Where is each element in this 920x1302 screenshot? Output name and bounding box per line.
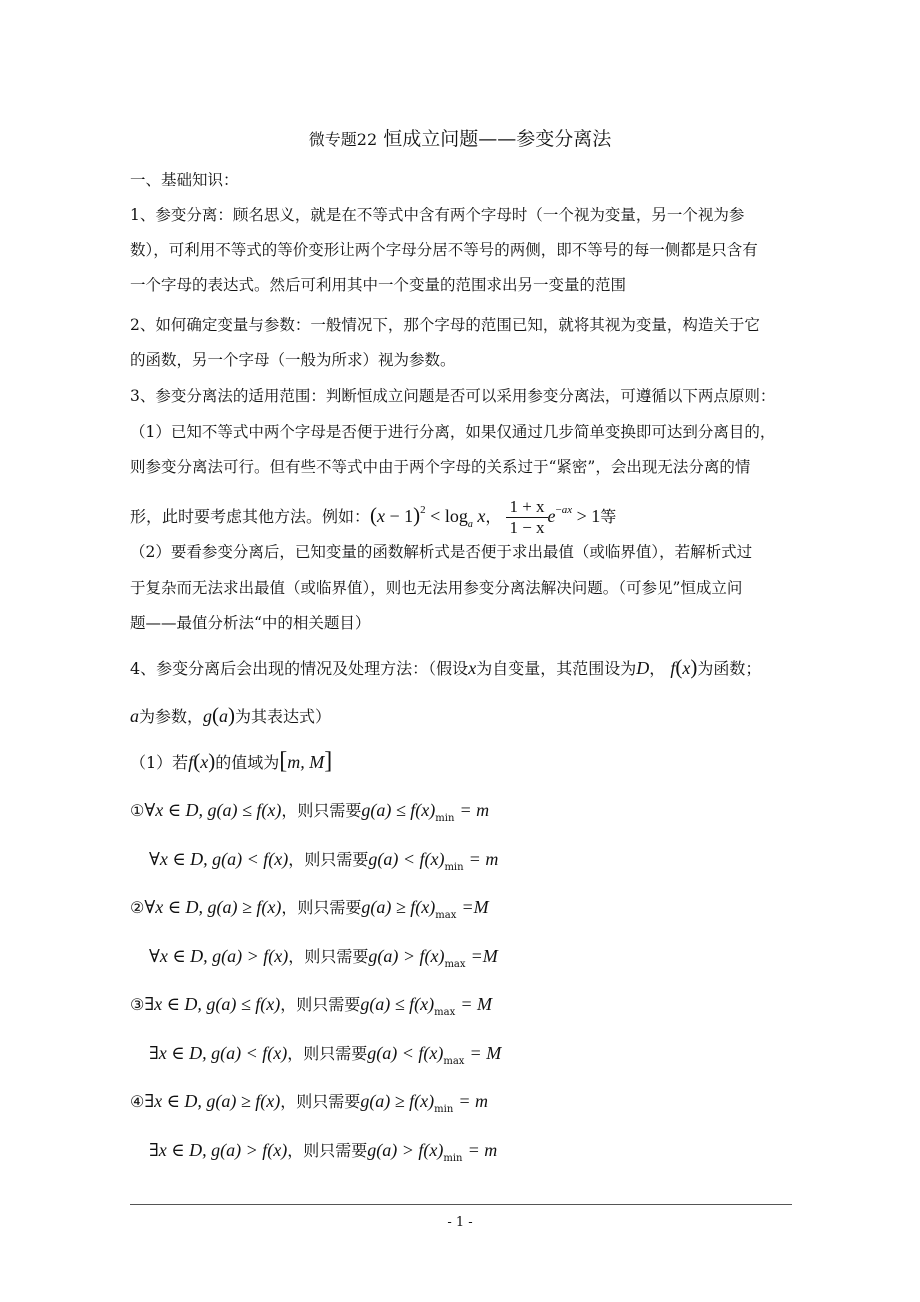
p1-line-3: 一个字母的表达式。然后可利用其中一个变量的范围求出另一变量的范围 <box>130 276 627 294</box>
example-fraction <box>506 497 547 538</box>
case-1-line <box>130 746 332 778</box>
p3b-line-3: 题——最值分析法“中的相关题目） <box>130 614 371 632</box>
page-title <box>0 124 920 151</box>
condition-row <box>130 1086 488 1125</box>
condition-prefix: 则只需要 <box>303 1043 368 1063</box>
condition-rhs: g(a) ≥ f(x) <box>361 897 436 917</box>
condition-sep: ， <box>288 946 305 966</box>
condition-lhs: ∀x ∈ D, g(a) ≤ f(x) <box>144 800 282 820</box>
p2-line-2: 的函数，另一个字母（一般为所求）视为参数。 <box>130 351 456 369</box>
condition-bound: =M <box>470 945 498 966</box>
condition-prefix: 则只需要 <box>297 801 362 820</box>
condition-lhs: ∀x ∈ D, g(a) ≥ f(x) <box>144 897 282 917</box>
condition-lhs: ∀x ∈ D, g(a) < f(x) <box>149 848 289 869</box>
condition-prefix: 则只需要 <box>304 849 369 869</box>
example-prefix: 形，此时要考虑其他方法。例如： <box>130 507 371 526</box>
condition-row <box>149 1038 501 1077</box>
page-number: - 1 - <box>447 1215 473 1230</box>
condition-marker: ④ <box>130 1092 145 1111</box>
condition-lhs: ∃x ∈ D, g(a) ≥ f(x) <box>144 1091 281 1111</box>
condition-marker: ③ <box>130 995 145 1014</box>
condition-bound: = M <box>469 1042 502 1063</box>
example-suffix: 等 <box>600 507 617 526</box>
condition-marker: ② <box>130 898 145 917</box>
case-1-function: f(x) <box>188 749 216 773</box>
p4-text-4: 为函数； <box>697 659 762 678</box>
domain-D: D <box>636 658 650 678</box>
p4-text-3: ， <box>649 659 666 678</box>
p3b-line-2: 于复杂而无法求出最值（或临界值），则也无法用参变分离法解决问题。（可参见”恒成立问 <box>130 579 743 597</box>
condition-subscript: max <box>444 958 466 970</box>
condition-bound: = m <box>467 1139 498 1160</box>
condition-subscript: max <box>434 1007 456 1018</box>
condition-marker: ① <box>130 801 145 820</box>
p4-line-2 <box>130 700 331 732</box>
case-1-text: 的值域为 <box>215 753 280 772</box>
condition-sep: ， <box>280 995 297 1014</box>
p4-text-1: 4、参变分离后会出现的情况及处理方法：（假设 <box>130 659 469 678</box>
condition-rhs: g(a) ≥ f(x) <box>360 1091 435 1111</box>
condition-subscript: max <box>435 910 457 921</box>
condition-row <box>130 892 489 931</box>
condition-prefix: 则只需要 <box>304 946 369 966</box>
condition-subscript: min <box>444 861 464 873</box>
condition-prefix: 则只需要 <box>296 1092 361 1111</box>
p1-line-1: 1、参变分离：顾名思义，就是在不等式中含有两个字母时（一个视为变量，另一个视为参 <box>130 206 745 224</box>
condition-lhs: ∃x ∈ D, g(a) < f(x) <box>149 1042 288 1063</box>
example-formula-2: $e^{-ax} > 1$ <box>547 504 601 526</box>
example-formula-1: $(x - 1)^2 < \log_a x$ <box>370 503 486 530</box>
function-g-a: g(a) <box>203 703 236 727</box>
condition-prefix: 则只需要 <box>296 995 361 1014</box>
condition-row <box>149 1135 497 1174</box>
condition-sep: ， <box>281 801 298 820</box>
p3-example-line <box>130 488 616 547</box>
condition-row <box>130 795 489 834</box>
condition-lhs: ∃x ∈ D, g(a) ≤ f(x) <box>144 994 281 1014</box>
p4-line-1 <box>130 652 761 684</box>
var-x: x <box>468 658 477 678</box>
condition-bound: = m <box>459 800 490 820</box>
condition-row <box>149 941 498 980</box>
condition-row <box>149 844 498 883</box>
condition-subscript: min <box>443 1152 463 1164</box>
fraction-numerator: 1 + x <box>506 497 547 518</box>
p3-line-1: 3、参变分离法的适用范围：判断恒成立问题是否可以采用参变分离法，可遵循以下两点原则： <box>130 387 776 405</box>
p3-line-3: 则参变分离法可行。但有些不等式中由于两个字母的关系过于“紧密”，会出现无法分离的情 <box>130 458 751 476</box>
condition-lhs: ∃x ∈ D, g(a) > f(x) <box>149 1139 288 1160</box>
condition-rhs: g(a) ≤ f(x) <box>361 800 436 820</box>
p3b-line-1: （2）要看参变分离后，已知变量的函数解析式是否便于求出最值（或临界值），若解析式过 <box>130 543 753 561</box>
condition-sep: ， <box>280 1092 297 1111</box>
condition-bound: = M <box>460 994 492 1014</box>
condition-bound: = m <box>468 848 499 869</box>
condition-prefix: 则只需要 <box>303 1140 368 1160</box>
condition-row <box>130 989 492 1028</box>
fraction-denominator: 1 − x <box>509 518 545 537</box>
p3-line-2: （1）已知不等式中两个字母是否便于进行分离，如果仅通过几步简单变换即可达到分离目的， <box>130 423 776 441</box>
param-a: a <box>130 706 139 726</box>
case-1-label: （1）若 <box>130 753 189 772</box>
condition-sep: ， <box>287 1043 304 1063</box>
condition-sep: ， <box>287 1140 304 1160</box>
condition-rhs: g(a) > f(x) <box>368 945 445 966</box>
condition-subscript: min <box>435 813 455 824</box>
p1-line-2: 数），可利用不等式的等价变形让两个字母分居不等号的两侧，即不等号的每一侧都是只含有 <box>130 241 758 259</box>
p4-text-2: 为自变量，其范围设为 <box>476 659 637 678</box>
p2-line-1: 2、如何确定变量与参数：一般情况下，那个字母的范围已知，就将其视为变量，构造关于它 <box>130 316 760 334</box>
p4-text-5: 为参数， <box>139 707 204 726</box>
condition-sep: ， <box>288 849 305 869</box>
condition-lhs: ∀x ∈ D, g(a) > f(x) <box>149 945 289 966</box>
condition-prefix: 则只需要 <box>297 898 362 917</box>
condition-bound: =M <box>461 897 489 917</box>
condition-sep: ， <box>281 898 298 917</box>
condition-rhs: g(a) < f(x) <box>367 1042 444 1063</box>
condition-subscript: max <box>443 1055 465 1067</box>
condition-bound: = m <box>458 1091 489 1111</box>
title-main: 恒成立问题——参变分离法 <box>383 128 612 150</box>
footer-divider <box>130 1204 792 1205</box>
condition-rhs: g(a) < f(x) <box>368 848 445 869</box>
condition-rhs: g(a) ≤ f(x) <box>360 994 435 1014</box>
condition-rhs: g(a) > f(x) <box>367 1139 444 1160</box>
title-lead: 微专题22 <box>308 130 378 149</box>
p4-text-6: 为其表达式） <box>235 707 332 726</box>
example-sep: ， <box>485 507 502 526</box>
condition-subscript: min <box>434 1104 454 1115</box>
function-f-x: f(x) <box>670 655 698 679</box>
range-interval: [m, M] <box>279 748 333 774</box>
section-heading: 一、基础知识： <box>130 171 239 189</box>
